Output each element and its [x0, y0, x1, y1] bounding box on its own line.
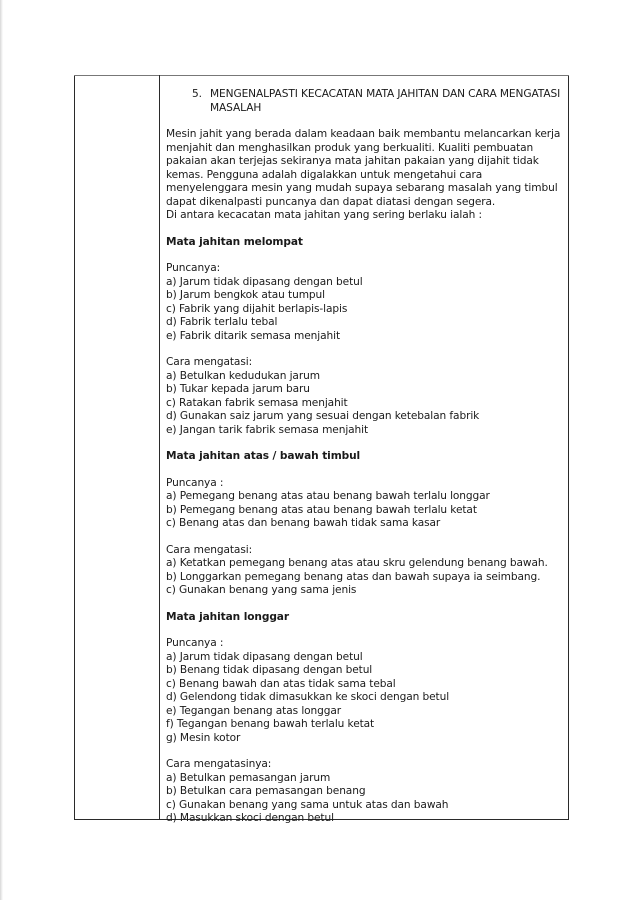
- list-item: c) Ratakan fabrik semasa menjahit: [166, 396, 348, 409]
- list-item: a) Betulkan kedudukan jarum: [166, 369, 320, 382]
- section-title: Mata jahitan atas / bawah timbul: [166, 450, 361, 462]
- list-item: b) Jarum bengkok atau tumpul: [166, 289, 326, 301]
- solutions-list: [166, 557, 566, 598]
- table-top-border: [74, 75, 569, 76]
- list-item: b) Pemegang benang atas atau benang bawah terlalu ketat: [166, 503, 477, 516]
- list-item: b) Betulkan cara pemasangan benang: [166, 785, 366, 797]
- list-item: c) Benang atas dan benang bawah tidak sama kasar: [166, 517, 441, 529]
- causes-list: [166, 490, 566, 531]
- list-item: b) Benang tidak dipasang dengan betul: [166, 664, 373, 676]
- section-title: Mata jahitan melompat: [166, 235, 303, 248]
- causes-group: [166, 477, 566, 531]
- causes-label: Puncanya :: [166, 637, 224, 649]
- causes-group: [166, 262, 566, 343]
- heading-number: 5.: [192, 88, 202, 100]
- solutions-label: Cara mengatasi:: [166, 356, 253, 368]
- list-item: a) Jarum tidak dipasang dengan betul: [166, 275, 363, 288]
- list-item: a) Pemegang benang atas atau benang bawah terlalu longgar: [166, 490, 490, 502]
- scan-edge-shadow: [0, 0, 3, 900]
- list-item: b) Tukar kepada jarum baru: [166, 383, 310, 395]
- table-column-divider: [159, 75, 160, 820]
- list-item: g) Mesin kotor: [166, 731, 241, 744]
- causes-group: [166, 637, 566, 745]
- solutions-group: [166, 356, 566, 437]
- heading-text: MENGENALPASTI KECACATAN MATA JAHITAN DAN CARA MENGATASI MASALAH: [210, 88, 561, 114]
- causes-list: [166, 276, 566, 344]
- list-item: d) Masukkan skoci dengan betul: [166, 812, 334, 824]
- list-item: e) Fabrik ditarik semasa menjahit: [166, 329, 340, 342]
- list-item: a) Betulkan pemasangan jarum: [166, 771, 331, 784]
- list-item: c) Gunakan benang yang sama untuk atas dan bawah: [166, 798, 449, 811]
- list-item: b) Longgarkan pemegang benang atas dan bawah supaya ia seimbang.: [166, 570, 541, 583]
- defect-section: [166, 611, 566, 826]
- intro-block: [166, 128, 566, 223]
- solutions-list: [166, 772, 566, 826]
- list-item: e) Tegangan benang atas longgar: [166, 704, 342, 717]
- solutions-group: [166, 544, 566, 598]
- intro-paragraph: Mesin jahit yang berada dalam keadaan baik membantu melancarkan kerja menjahit dan menghasilkan produk yang berkualiti. Kualiti pembuatan pakaian akan terjejas sekiranya mata jahitan pakaian yang dijahit tidak kemas. Pengguna adalah digalakkan untuk mengetahui cara menyelenggara mesin yang mudah supaya sebarang masalah yang timbul dapat dikenalpasti puncanya dan dapat diatasi dengan segera.: [166, 128, 561, 208]
- list-item: c) Benang bawah dan atas tidak sama tebal: [166, 677, 396, 690]
- list-item: d) Gelendong tidak dimasukkan ke skoci dengan betul: [166, 691, 450, 703]
- list-item: c) Fabrik yang dijahit berlapis-lapis: [166, 302, 348, 315]
- intro-lead: Di antara kecacatan mata jahitan yang sering berlaku ialah :: [166, 209, 482, 221]
- solutions-group: [166, 758, 566, 826]
- causes-label: Puncanya:: [166, 262, 221, 274]
- solutions-list: [166, 370, 566, 438]
- section-title: Mata jahitan longgar: [166, 610, 289, 623]
- section-heading: [166, 88, 566, 115]
- list-item: a) Ketatkan pemegang benang atas atau skru gelendung benang bawah.: [166, 557, 548, 569]
- solutions-label: Cara mengatasinya:: [166, 758, 272, 770]
- solutions-label: Cara mengatasi:: [166, 543, 253, 556]
- list-item: e) Jangan tarik fabrik semasa menjahit: [166, 423, 369, 436]
- defect-section: [166, 236, 566, 438]
- document-content: [166, 88, 566, 826]
- causes-list: [166, 651, 566, 746]
- defect-section: [166, 450, 566, 598]
- list-item: d) Fabrik terlalu tebal: [166, 316, 278, 328]
- list-item: f) Tegangan benang bawah terlalu ketat: [166, 718, 375, 730]
- causes-label: Puncanya :: [166, 476, 224, 489]
- list-item: a) Jarum tidak dipasang dengan betul: [166, 650, 363, 663]
- list-item: d) Gunakan saiz jarum yang sesuai dengan ketebalan fabrik: [166, 410, 480, 422]
- list-item: c) Gunakan benang yang sama jenis: [166, 584, 357, 596]
